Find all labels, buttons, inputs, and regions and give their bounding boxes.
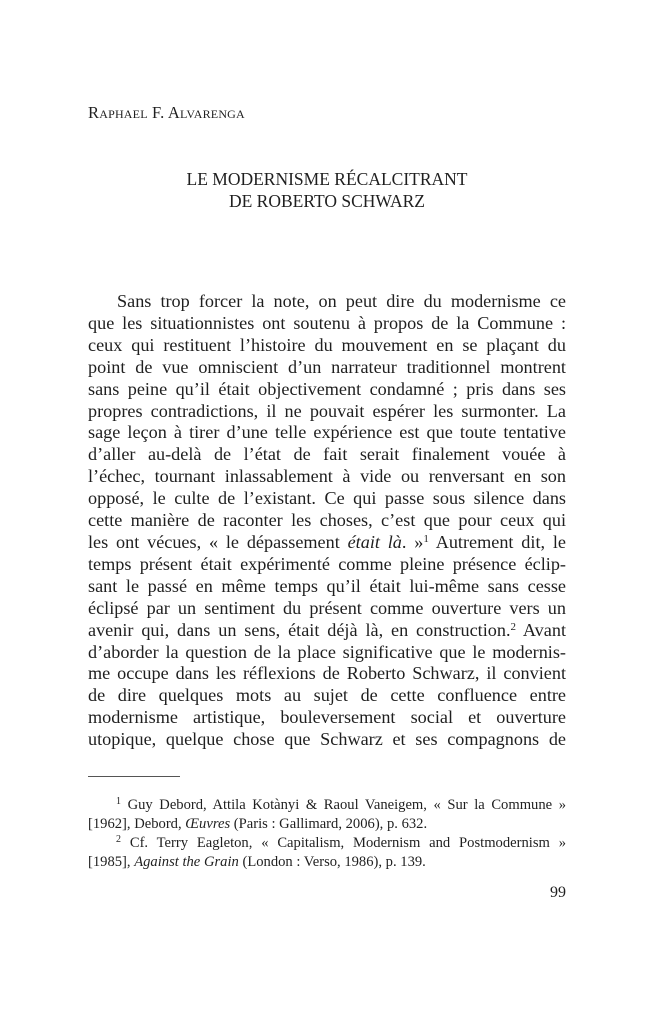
text-line: opposé, le culte de l’existant. Ce qui passe sous silence dans: [88, 488, 566, 509]
footnote-divider: [88, 776, 180, 777]
text-line: modernisme artistique, bouleversement social et ouverture: [88, 707, 566, 728]
emphasis: Against the Grain: [134, 854, 239, 870]
text-run: Avant: [516, 619, 566, 640]
text-line: d’aller au-delà de l’état de fait serait finalement vouée à: [88, 444, 566, 465]
title-line-1: LE MODERNISME RÉCALCITRANT: [186, 169, 468, 189]
text-run: (London : Verso, 1986), p. 139.: [238, 854, 426, 870]
emphasis: Œuvres: [185, 816, 231, 832]
text-run: [1985],: [88, 854, 135, 870]
text-run: Autrement dit, le: [428, 531, 566, 552]
footnotes: [88, 796, 566, 872]
text-line: ceux qui restituent l’histoire du mouvement en se plaçant du: [88, 334, 566, 355]
text-line: l’échec, tournant inlassablement à vide ou renversant en son: [88, 466, 566, 487]
footnote-number: 2: [116, 834, 121, 845]
footnote-2-line: [88, 853, 566, 872]
text-line: Sans trop forcer la note, on peut dire du modernisme ce: [117, 291, 566, 311]
text-run: [1962], Debord,: [88, 816, 186, 832]
text-line: temps présent était expérimenté comme pleine présence éclip-: [88, 553, 566, 574]
text-line: [88, 532, 566, 554]
text-line: cette manière de raconter les choses, c’est que pour ceux qui: [88, 510, 566, 531]
text-line: point de vue omniscient d’un narrateur traditionnel montrent: [88, 356, 566, 377]
text-run: Guy Debord, Attila Kotànyi & Raoul Vaneigem, « Sur la Commune »: [121, 797, 566, 813]
footnote-2-line: [88, 834, 566, 853]
text-run: . »: [401, 531, 424, 552]
footnote-ref-2: 2: [510, 620, 517, 633]
text-run: avenir qui, dans un sens, était déjà là, en construction.: [88, 619, 511, 640]
text-line: me occupe dans les réflexions de Roberto Schwarz, il convient: [88, 663, 566, 684]
footnote-number: 1: [116, 796, 121, 807]
author-name: Raphael F. Alvarenga: [88, 103, 245, 122]
body-paragraph: [88, 291, 566, 751]
text-line: que les situationnistes ont soutenu à propos de la Commune :: [88, 312, 566, 333]
title-line-2: DE ROBERTO SCHWARZ: [228, 191, 425, 211]
article-title: [88, 168, 566, 212]
page-number: 99: [550, 884, 566, 901]
text-run: Cf. Terry Eagleton, « Capitalism, Modernism and Postmodernism »: [121, 835, 566, 851]
text-run: (Paris : Gallimard, 2006), p. 632.: [230, 816, 428, 832]
footnote-1-line: [88, 815, 566, 834]
footnote-ref-1: 1: [423, 532, 429, 545]
text-line: sant le passé en même temps qu’il était lui-même sans cesse: [88, 575, 566, 596]
text-line: d’aborder la question de la place significative que le modernis-: [88, 641, 566, 662]
text-line: utopique, quelque chose que Schwarz et ses compagnons de: [88, 729, 566, 750]
text-run: les ont vécues, « le dépassement: [88, 531, 348, 552]
text-line: propres contradictions, il ne pouvait espérer les surmonter. La: [88, 400, 566, 421]
footnote-1-line: [88, 796, 566, 815]
emphasis: était là: [347, 531, 402, 552]
text-line: sage leçon à tirer d’une telle expérience est que toute tentative: [88, 422, 566, 443]
text-line: [88, 620, 566, 642]
text-line: de dire quelques mots au sujet de cette confluence entre: [88, 685, 566, 706]
text-line: sans peine qu’il était objectivement condamné ; pris dans ses: [88, 378, 566, 399]
text-line: éclipsé par un sentiment du présent comme ouverture vers un: [88, 597, 566, 618]
